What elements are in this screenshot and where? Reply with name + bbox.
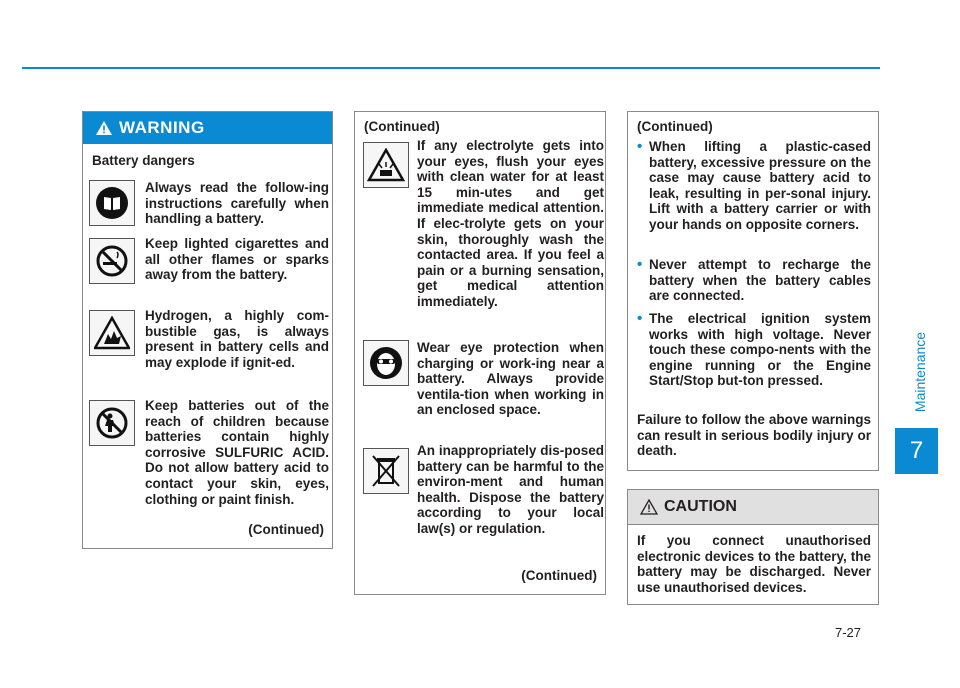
caution-header [628,490,878,525]
bullet-dot: • [637,138,643,155]
bullet-text: When lifting a plastic-cased battery, excessive pressure on the case may cause battery acid to leak, resulting in per-sonal injury. Lift with a battery carrier or with your hands on opposite corners. [649,139,871,232]
explosion-icon [89,310,135,356]
warning-intro: Battery dangers [92,153,195,168]
caution-title: CAUTION [664,498,737,515]
middle-continued: (Continued) [521,568,597,583]
bullet-item [637,311,871,389]
caution-text: If you connect unauthorised electronic devices to the battery, the battery may be discharged. Never use unauthorised devices. [637,533,871,595]
middle-item-text: An inappropriately dis-posed battery can be harmful to the environ-ment and human health. Dispose the battery according to your local law(s) or regulation. [417,443,604,536]
section-label-text: Maintenance [912,331,928,413]
bullet-item [637,139,871,233]
crossed-bin-icon [363,448,409,494]
warning-continued-box [354,111,606,595]
bullet-dot: • [637,310,643,327]
page-number: 7-27 [835,625,862,640]
caution-box [627,489,879,605]
warning-item-text: Keep batteries out of the reach of children because batteries contain highly corrosive SULFURIC ACID. Do not allow battery acid to contact your skin, eyes, clothing or paint finish. [145,398,329,507]
bullet-item [637,257,871,304]
eye-protection-icon [363,340,409,386]
caution-triangle-icon [640,499,658,515]
section-label [905,330,937,420]
no-smoking-icon [89,238,135,284]
warning-item-text: Keep lighted cigarettes and all other flames or sparks away from the battery. [145,236,329,283]
continued-label: (Continued) [637,119,713,134]
middle-item-text: Wear eye protection when charging or work-ing near a battery. Always provide ventila-tion when working in an enclosed space. [417,340,604,418]
warning-continued: (Continued) [248,522,324,537]
middle-item-text: If any electrolyte gets into your eyes, flush your eyes with clean water for at least 15 min-utes and get immediate medical attention. If elec-trolyte gets on your skin, thoroughly wash the contacted area. If you feel a pain or a burning sensation, get medical attention immediately. [417,138,604,309]
warning-closing: Failure to follow the above warnings can result in serious bodily injury or death. [637,412,871,459]
bullet-dot: • [637,256,643,273]
bullet-text: The electrical ignition system works with high voltage. Never touch these compo-nents with the engine running or the Engine Start/Stop but-ton pressed. [649,311,871,389]
book-icon [89,180,135,226]
keep-away-children-icon [89,400,135,446]
warning-title: WARNING [119,118,205,137]
warning-header [83,112,332,144]
warning-triangle-icon [95,120,113,136]
continued-label: (Continued) [364,119,440,134]
acid-hazard-icon [363,142,409,188]
top-rule [22,67,880,69]
warning-item-text: Always read the follow-ing instructions carefully when handling a battery. [145,180,329,227]
warning-item-text: Hydrogen, a highly com-bustible gas, is always present in battery cells and may explode if ignit-ed. [145,308,329,370]
chapter-tab: 7 [895,428,938,474]
warning-continued-box-2 [627,111,879,471]
warning-box [82,111,333,549]
bullet-text: Never attempt to recharge the battery when the battery cables are connected. [649,257,871,304]
